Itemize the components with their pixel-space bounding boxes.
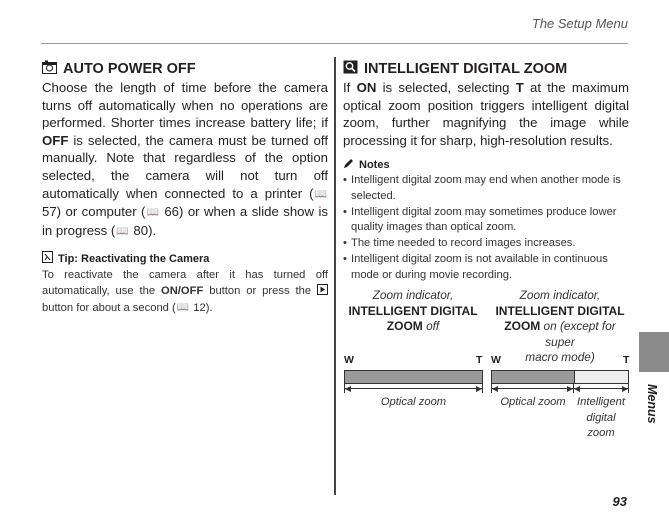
page-number: 93 [612, 494, 627, 509]
intelligent-digital-zoom-section [343, 59, 629, 283]
auto-power-off-title [42, 59, 328, 79]
header-rule [41, 43, 628, 44]
book-icon: 📖 [176, 301, 190, 313]
book-icon: 📖 [146, 207, 159, 219]
header-title: The Setup Menu [531, 16, 628, 31]
tip-body: To reactivate the camera after it has turned off automatically, use the ON/OFF button or press the button for about a second (📖 12). [42, 269, 328, 314]
side-label: Menus [645, 384, 659, 424]
zoom-on-caption: Zoom indicator, INTELLIGENT DIGITAL ZOOM on (except for super macro mode) [495, 288, 625, 364]
list-item: • Intelligent digital zoom may sometimes produce lower quality images than optical zoom. [343, 205, 629, 236]
notes-list [343, 173, 629, 283]
optical-zoom-fill [492, 371, 574, 383]
wide-label: W [344, 354, 354, 366]
dim-tick [482, 384, 483, 393]
digital-zoom-heading: INTELLIGENT DIGITAL ZOOM [364, 61, 568, 77]
zoom-on-bar [491, 370, 629, 384]
arrow-right-icon [476, 386, 482, 392]
dim-tick [628, 384, 629, 393]
wide-label: W [491, 354, 501, 366]
auto-power-off-section [42, 59, 328, 316]
auto-power-off-heading: AUTO POWER OFF [63, 61, 196, 77]
tip-title: Tip: Reactivating the Camera [58, 252, 210, 265]
tele-label: T [623, 354, 630, 366]
arrow-right-icon [567, 386, 573, 392]
dim-line [492, 388, 628, 389]
zoom-off-caption: Zoom indicator, INTELLIGENT DIGITAL ZOOM off [348, 288, 478, 333]
zoom-off-bar [344, 370, 483, 384]
auto-power-off-body: Choose the length of time before the camera turns off automatically when no operations are performed. Shorter times increase battery life; if OFF is selected, the camera must be turned off manually. Note that regardless of the option selected, the camera will not turn off automatically when connected to a printer (📖 57) or computer (📖 66) or when a slide show is in progress (📖 80). [42, 79, 328, 240]
optical-zoom-label: Optical zoom [500, 396, 566, 408]
optical-zoom-label: Optical zoom [380, 396, 447, 408]
tip-heading [42, 251, 328, 266]
book-icon: 📖 [314, 188, 327, 200]
digital-zoom-body: If ON is selected, selecting T at the maximum optical zoom position triggers intelligent digital zoom, further magnifying the image while processing it for sharp, high-resolution results. [343, 80, 629, 148]
zoom-indicator-diagram [343, 288, 631, 448]
tip-icon [42, 251, 53, 266]
tele-label: T [476, 354, 483, 366]
arrow-left-icon [345, 386, 351, 392]
split-line [574, 371, 575, 383]
zoom-menu-icon [343, 60, 358, 78]
list-item: • Intelligent digital zoom is not available in continuous mode or during movie recording. [343, 252, 629, 283]
list-item: • Intelligent digital zoom may end when another mode is selected. [343, 173, 629, 204]
notes-title: Notes [359, 159, 390, 172]
arrow-right-icon [622, 386, 628, 392]
dim-line [345, 388, 482, 389]
pencil-icon [343, 158, 355, 172]
intelligent-digital-zoom-label: Intelligent digital zoom [577, 396, 625, 439]
column-divider [334, 57, 336, 495]
book-icon: 📖 [116, 225, 129, 237]
digital-zoom-title [343, 59, 629, 79]
arrow-left-icon [574, 386, 580, 392]
optical-zoom-fill [345, 371, 482, 383]
arrow-left-icon [492, 386, 498, 392]
play-button-icon [317, 285, 328, 297]
list-item: • The time needed to record images increases. [343, 236, 629, 252]
setup-menu-icon [42, 60, 57, 78]
side-tab [639, 332, 669, 372]
notes-heading [343, 158, 629, 172]
